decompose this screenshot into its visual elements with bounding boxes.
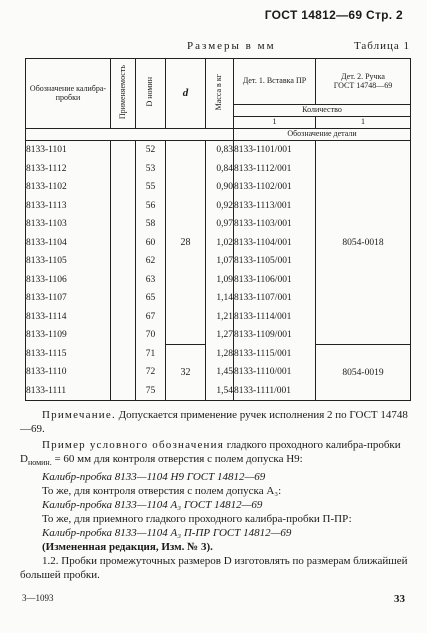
dnom-cell: 75 xyxy=(136,382,166,401)
designation-cell: 8133-1111 xyxy=(26,382,111,401)
dnom-cell: 58 xyxy=(136,215,166,234)
applicability-cell xyxy=(111,326,136,345)
part-cell: 8133-1112/001 xyxy=(234,160,316,179)
part-cell: 8133-1107/001 xyxy=(234,289,316,308)
mass-cell: 1,09 xyxy=(206,271,234,290)
applicability-cell xyxy=(111,234,136,253)
table-note xyxy=(20,408,415,436)
table-number: Таблица 1 xyxy=(353,40,410,52)
header-spacer xyxy=(26,129,234,141)
applicability-cell xyxy=(111,345,136,364)
example-intro: Пример условного обозначения гладкого проходного калибра-пробки $D_{номин.} = 60$ мм для контроля отверстия с полем допуска H9: xyxy=(20,439,401,468)
dimensions-table xyxy=(25,58,411,401)
dnom-cell: 53 xyxy=(136,160,166,179)
designation-cell: 8133-1110 xyxy=(26,363,111,382)
example-formula-1: Калибр-пробка 8133—1104 H9 ГОСТ 14812—69 xyxy=(42,471,266,484)
applicability-cell xyxy=(111,308,136,327)
part-cell: 8133-1109/001 xyxy=(234,326,316,345)
mass-cell: 0,84 xyxy=(206,160,234,179)
example-line-3: То же, для приемного гладкого проходного калибра-пробки П-ПР: xyxy=(42,513,352,526)
part-cell: 8133-1114/001 xyxy=(234,308,316,327)
designation-cell: 8133-1102 xyxy=(26,178,111,197)
applicability-cell xyxy=(111,215,136,234)
part-cell: 8133-1104/001 xyxy=(234,234,316,253)
mass-cell: 1,07 xyxy=(206,252,234,271)
mass-cell: 1,45 xyxy=(206,363,234,382)
mass-cell: 1,28 xyxy=(206,345,234,364)
dnom-cell: 62 xyxy=(136,252,166,271)
col-header-d: d xyxy=(166,59,206,129)
part-cell: 8133-1102/001 xyxy=(234,178,316,197)
part-cell: 8133-1115/001 xyxy=(234,345,316,364)
applicability-cell xyxy=(111,160,136,179)
mass-cell: 0,97 xyxy=(206,215,234,234)
applicability-cell xyxy=(111,197,136,216)
dnom-cell: 65 xyxy=(136,289,166,308)
dnom-cell: 71 xyxy=(136,345,166,364)
example-formula-3: Калибр-пробка 8133—1104 A₃ П-ПР ГОСТ 14812—69 xyxy=(42,527,292,540)
dnom-cell: 56 xyxy=(136,197,166,216)
part-cell: 8133-1106/001 xyxy=(234,271,316,290)
page-number: 33 xyxy=(394,593,405,605)
designation-cell: 8133-1101 xyxy=(26,141,111,160)
applicability-cell xyxy=(111,289,136,308)
mass-cell: 1,21 xyxy=(206,308,234,327)
col-header-applicability: Применяемость xyxy=(111,59,136,129)
print-code: 3—1093 xyxy=(22,593,54,603)
col-header-mass: Масса в кг xyxy=(206,59,234,129)
quantity-header: Количество xyxy=(234,105,411,117)
dnom-cell: 72 xyxy=(136,363,166,382)
part-cell: 8133-1111/001 xyxy=(234,382,316,401)
applicability-cell xyxy=(111,382,136,401)
designation-cell: 8133-1107 xyxy=(26,289,111,308)
qty-det2: 1 xyxy=(316,117,411,129)
part-cell: 8133-1105/001 xyxy=(234,252,316,271)
mass-cell: 0,92 xyxy=(206,197,234,216)
mass-cell: 1,27 xyxy=(206,326,234,345)
edited-note: (Измененная редакция, Изм. № 3). xyxy=(42,541,213,554)
note-text: Допускается применение ручек исполнения 2 по ГОСТ 14748—69. xyxy=(20,409,408,435)
part-cell: 8133-1103/001 xyxy=(234,215,316,234)
applicability-cell xyxy=(111,363,136,382)
part-cell: 8133-1113/001 xyxy=(234,197,316,216)
note-label: Примечание. xyxy=(42,409,116,421)
handle-cell: 8054-0018 xyxy=(316,141,411,345)
d-cell: 28 xyxy=(166,141,206,345)
table-row xyxy=(26,345,411,364)
dnom-cell: 60 xyxy=(136,234,166,253)
applicability-cell xyxy=(111,252,136,271)
designation-cell: 8133-1109 xyxy=(26,326,111,345)
example-formula-2: Калибр-пробка 8133—1104 A₃ ГОСТ 14812—69 xyxy=(42,499,263,512)
designation-cell: 8133-1112 xyxy=(26,160,111,179)
designation-cell: 8133-1104 xyxy=(26,234,111,253)
applicability-cell xyxy=(111,141,136,160)
mass-cell: 0,83 xyxy=(206,141,234,160)
units-caption: Размеры в мм xyxy=(187,40,276,52)
dnom-cell: 52 xyxy=(136,141,166,160)
dnom-cell: 55 xyxy=(136,178,166,197)
designation-cell: 8133-1113 xyxy=(26,197,111,216)
applicability-cell xyxy=(111,271,136,290)
col-header-designation: Обозначение калибра-пробки xyxy=(26,59,111,129)
dnom-cell: 67 xyxy=(136,308,166,327)
designation-cell: 8133-1115 xyxy=(26,345,111,364)
applicability-cell xyxy=(111,178,136,197)
mass-cell: 0,90 xyxy=(206,178,234,197)
mass-cell: 1,54 xyxy=(206,382,234,401)
col-header-det1: Дет. 1. Вставка ПР xyxy=(234,59,316,105)
mass-cell: 1,14 xyxy=(206,289,234,308)
d-cell: 32 xyxy=(166,345,206,401)
part-cell: 8133-1101/001 xyxy=(234,141,316,160)
col-header-det2: Дет. 2. Ручка ГОСТ 14748—69 xyxy=(316,59,411,105)
paragraph-1-2: 1.2. Пробки промежуточных размеров D изготовлять по размерам ближайшей большей пробки. xyxy=(20,555,408,582)
mass-cell: 1,02 xyxy=(206,234,234,253)
page-header: ГОСТ 14812—69 Стр. 2 xyxy=(264,8,403,22)
designation-cell: 8133-1103 xyxy=(26,215,111,234)
qty-det1: 1 xyxy=(234,117,316,129)
designation-cell: 8133-1114 xyxy=(26,308,111,327)
col-header-dnom: D номин xyxy=(136,59,166,129)
table-caption xyxy=(25,40,410,56)
dnom-cell: 70 xyxy=(136,326,166,345)
dnom-cell: 63 xyxy=(136,271,166,290)
designation-cell: 8133-1106 xyxy=(26,271,111,290)
designation-cell: 8133-1105 xyxy=(26,252,111,271)
designation-example xyxy=(20,438,415,582)
handle-cell: 8054-0019 xyxy=(316,345,411,401)
table-row xyxy=(26,141,411,160)
part-designation-header: Обозначение детали xyxy=(234,129,411,141)
part-cell: 8133-1110/001 xyxy=(234,363,316,382)
example-line-2: То же, для контроля отверстия с полем допуска A₃: xyxy=(42,485,282,498)
